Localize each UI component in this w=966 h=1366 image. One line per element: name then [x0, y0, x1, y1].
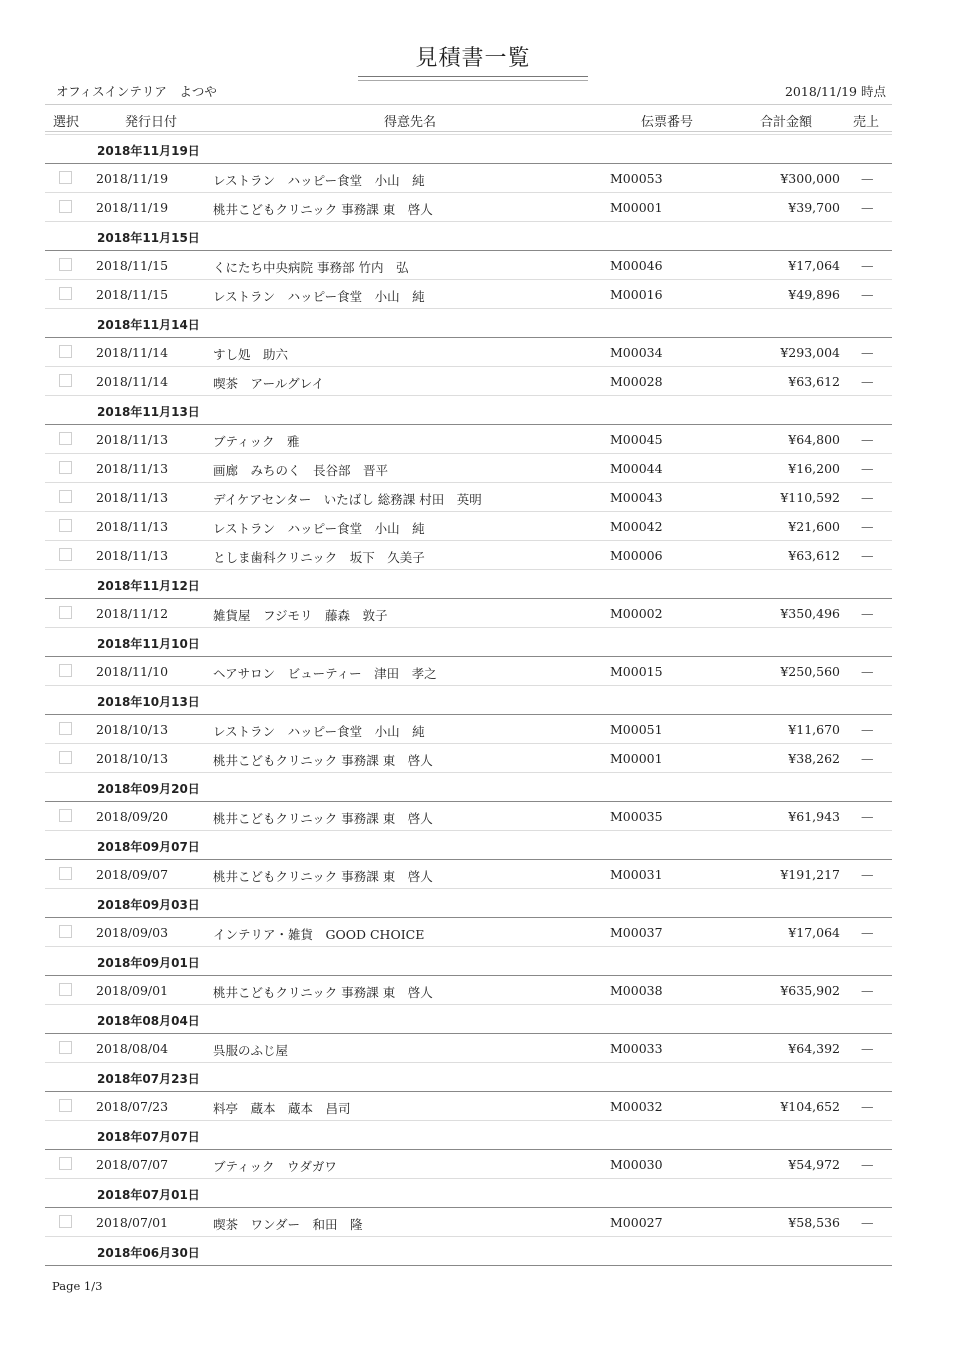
- row-issue-date: 2018/11/13: [96, 490, 169, 505]
- row-customer-name: 桃井こどもクリニック 事務課 東 啓人: [213, 811, 433, 826]
- date-group-header: [45, 773, 892, 802]
- row-issue-date: 2018/09/03: [96, 925, 169, 940]
- row-sold-status: —: [861, 1215, 874, 1230]
- row-select-checkbox[interactable]: [59, 1041, 72, 1054]
- date-group-label: 2018年07月01日: [97, 1188, 200, 1202]
- row-customer-name: 桃井こどもクリニック 事務課 東 啓人: [213, 202, 433, 217]
- row-slip-number: M00044: [610, 461, 663, 476]
- row-select-checkbox[interactable]: [59, 809, 72, 822]
- row-select-checkbox[interactable]: [59, 200, 72, 213]
- row-total-amount: ¥104,652: [780, 1099, 840, 1114]
- row-sold-status: —: [861, 490, 874, 505]
- row-slip-number: M00001: [610, 751, 663, 766]
- row-issue-date: 2018/11/19: [96, 171, 169, 186]
- row-select-checkbox[interactable]: [59, 1099, 72, 1112]
- table-row[interactable]: [45, 1150, 892, 1179]
- row-total-amount: ¥49,896: [788, 287, 840, 302]
- row-sold-status: —: [861, 432, 874, 447]
- row-sold-status: —: [861, 461, 874, 476]
- row-total-amount: ¥39,700: [788, 200, 840, 215]
- row-slip-number: M00034: [610, 345, 663, 360]
- row-sold-status: —: [861, 867, 874, 882]
- row-total-amount: ¥350,496: [780, 606, 840, 621]
- row-total-amount: ¥635,902: [780, 983, 840, 998]
- row-total-amount: ¥21,600: [788, 519, 840, 534]
- row-issue-date: 2018/07/01: [96, 1215, 169, 1230]
- row-total-amount: ¥11,670: [788, 722, 840, 737]
- table-row[interactable]: [45, 454, 892, 483]
- header-sold: 売上: [853, 115, 880, 130]
- row-slip-number: M00051: [610, 722, 663, 737]
- row-issue-date: 2018/11/15: [96, 258, 169, 273]
- row-total-amount: ¥16,200: [788, 461, 840, 476]
- row-select-checkbox[interactable]: [59, 867, 72, 880]
- row-customer-name: 桃井こどもクリニック 事務課 東 啓人: [213, 753, 433, 768]
- table-row[interactable]: [45, 1034, 892, 1063]
- row-customer-name: 桃井こどもクリニック 事務課 東 啓人: [213, 869, 433, 884]
- header-total: 合計金額: [760, 115, 813, 130]
- date-group-header: [45, 1005, 892, 1034]
- row-customer-name: すし処 助六: [213, 347, 289, 362]
- date-group-label: 2018年11月14日: [97, 318, 200, 332]
- row-total-amount: ¥38,262: [788, 751, 840, 766]
- date-group-label: 2018年09月01日: [97, 956, 200, 970]
- row-total-amount: ¥17,064: [788, 925, 840, 940]
- table-row[interactable]: [45, 802, 892, 831]
- row-select-checkbox[interactable]: [59, 983, 72, 996]
- row-sold-status: —: [861, 374, 874, 389]
- row-issue-date: 2018/11/14: [96, 374, 169, 389]
- row-total-amount: ¥54,972: [788, 1157, 840, 1172]
- row-select-checkbox[interactable]: [59, 374, 72, 387]
- date-group-label: 2018年11月10日: [97, 637, 200, 651]
- row-slip-number: M00043: [610, 490, 663, 505]
- row-total-amount: ¥63,612: [788, 548, 840, 563]
- row-issue-date: 2018/11/13: [96, 519, 169, 534]
- row-customer-name: 雑貨屋 フジモリ 藤森 敦子: [213, 608, 388, 623]
- page-number: Page 1/3: [52, 1279, 103, 1293]
- date-group-label: 2018年07月23日: [97, 1072, 200, 1086]
- date-group-header: [45, 831, 892, 860]
- row-customer-name: 呉服のふじ屋: [213, 1043, 289, 1058]
- row-sold-status: —: [861, 287, 874, 302]
- date-group-label: 2018年11月12日: [97, 579, 200, 593]
- row-sold-status: —: [861, 1157, 874, 1172]
- row-customer-name: ヘアサロン ビューティー 津田 孝之: [213, 666, 437, 681]
- row-issue-date: 2018/07/07: [96, 1157, 169, 1172]
- date-group-label: 2018年09月07日: [97, 840, 200, 854]
- row-sold-status: —: [861, 809, 874, 824]
- row-sold-status: —: [861, 519, 874, 534]
- row-issue-date: 2018/11/14: [96, 345, 169, 360]
- row-total-amount: ¥17,064: [788, 258, 840, 273]
- date-group-header: [45, 222, 892, 251]
- row-sold-status: —: [861, 171, 874, 186]
- header-issue-date: 発行日付: [125, 115, 178, 130]
- row-select-checkbox[interactable]: [59, 751, 72, 764]
- row-customer-name: 喫茶 アールグレイ: [213, 376, 325, 391]
- row-sold-status: —: [861, 345, 874, 360]
- date-group-header: [45, 1179, 892, 1208]
- row-customer-name: 画廊 みちのく 長谷部 晋平: [213, 463, 389, 478]
- row-total-amount: ¥250,560: [780, 664, 840, 679]
- title-underline: [358, 76, 588, 77]
- date-group-header: [45, 1237, 892, 1266]
- estimate-table: [45, 104, 892, 1266]
- row-slip-number: M00015: [610, 664, 663, 679]
- row-total-amount: ¥293,004: [780, 345, 840, 360]
- date-group-label: 2018年09月03日: [97, 898, 200, 912]
- row-total-amount: ¥300,000: [780, 171, 840, 186]
- row-issue-date: 2018/11/12: [96, 606, 169, 621]
- table-row[interactable]: [45, 657, 892, 686]
- table-row[interactable]: [45, 715, 892, 744]
- table-row[interactable]: [45, 367, 892, 396]
- row-issue-date: 2018/09/20: [96, 809, 169, 824]
- row-customer-name: デイケアセンター いたばし 総務課 村田 英明: [213, 492, 482, 507]
- row-sold-status: —: [861, 925, 874, 940]
- table-row[interactable]: [45, 918, 892, 947]
- row-slip-number: M00016: [610, 287, 663, 302]
- row-issue-date: 2018/09/07: [96, 867, 169, 882]
- page-title-block: [358, 44, 588, 81]
- row-slip-number: M00042: [610, 519, 663, 534]
- date-group-label: 2018年11月19日: [97, 144, 200, 158]
- date-group-header: [45, 396, 892, 425]
- row-slip-number: M00037: [610, 925, 663, 940]
- date-group-label: 2018年06月30日: [97, 1246, 200, 1260]
- table-row[interactable]: [45, 338, 892, 367]
- row-total-amount: ¥61,943: [788, 809, 840, 824]
- row-customer-name: インテリア・雑貨 GOOD CHOICE: [213, 927, 425, 942]
- table-row[interactable]: [45, 976, 892, 1005]
- date-group-header: [45, 1121, 892, 1150]
- table-row[interactable]: [45, 280, 892, 309]
- row-issue-date: 2018/10/13: [96, 751, 169, 766]
- table-row[interactable]: [45, 193, 892, 222]
- table-row[interactable]: [45, 164, 892, 193]
- row-select-checkbox[interactable]: [59, 519, 72, 532]
- row-issue-date: 2018/11/15: [96, 287, 169, 302]
- row-slip-number: M00046: [610, 258, 663, 273]
- row-issue-date: 2018/11/10: [96, 664, 169, 679]
- row-issue-date: 2018/09/01: [96, 983, 169, 998]
- row-sold-status: —: [861, 606, 874, 621]
- row-customer-name: レストラン ハッピー食堂 小山 純: [213, 521, 425, 536]
- row-issue-date: 2018/08/04: [96, 1041, 169, 1056]
- row-slip-number: M00035: [610, 809, 663, 824]
- row-customer-name: レストラン ハッピー食堂 小山 純: [213, 724, 425, 739]
- date-group-header: [45, 135, 892, 164]
- date-group-label: 2018年10月13日: [97, 695, 200, 709]
- row-sold-status: —: [861, 1099, 874, 1114]
- table-row[interactable]: [45, 1208, 892, 1237]
- date-group-header: [45, 947, 892, 976]
- row-total-amount: ¥64,800: [788, 432, 840, 447]
- row-sold-status: —: [861, 258, 874, 273]
- row-customer-name: ブティック 雅: [213, 434, 300, 449]
- row-issue-date: 2018/11/19: [96, 200, 169, 215]
- row-select-checkbox[interactable]: [59, 287, 72, 300]
- row-total-amount: ¥63,612: [788, 374, 840, 389]
- row-issue-date: 2018/10/13: [96, 722, 169, 737]
- row-slip-number: M00028: [610, 374, 663, 389]
- row-select-checkbox[interactable]: [59, 432, 72, 445]
- table-row[interactable]: [45, 541, 892, 570]
- row-total-amount: ¥110,592: [780, 490, 840, 505]
- table-body: [45, 135, 892, 1266]
- row-select-checkbox[interactable]: [59, 461, 72, 474]
- row-slip-number: M00038: [610, 983, 663, 998]
- row-slip-number: M00027: [610, 1215, 663, 1230]
- row-customer-name: 喫茶 ワンダー 和田 隆: [213, 1217, 363, 1232]
- date-group-label: 2018年09月20日: [97, 782, 200, 796]
- header-select: 選択: [53, 115, 80, 130]
- date-group-header: [45, 628, 892, 657]
- row-select-checkbox[interactable]: [59, 722, 72, 735]
- header-slip-no: 伝票番号: [641, 115, 694, 130]
- row-customer-name: としま歯科クリニック 坂下 久美子: [213, 550, 425, 565]
- row-total-amount: ¥191,217: [780, 867, 840, 882]
- row-customer-name: ブティック ウダガワ: [213, 1159, 337, 1174]
- table-row[interactable]: [45, 483, 892, 512]
- row-sold-status: —: [861, 664, 874, 679]
- date-group-header: [45, 309, 892, 338]
- row-select-checkbox[interactable]: [59, 664, 72, 677]
- row-slip-number: M00045: [610, 432, 663, 447]
- row-sold-status: —: [861, 200, 874, 215]
- row-slip-number: M00033: [610, 1041, 663, 1056]
- date-group-label: 2018年11月15日: [97, 231, 200, 245]
- row-customer-name: 料亭 蔵本 蔵本 昌司: [213, 1101, 351, 1116]
- row-issue-date: 2018/11/13: [96, 548, 169, 563]
- date-group-header: [45, 1063, 892, 1092]
- row-sold-status: —: [861, 983, 874, 998]
- as-of-date: 2018/11/19 時点: [740, 82, 886, 105]
- row-sold-status: —: [861, 722, 874, 737]
- row-customer-name: 桃井こどもクリニック 事務課 東 啓人: [213, 985, 433, 1000]
- row-customer-name: レストラン ハッピー食堂 小山 純: [213, 289, 425, 304]
- row-sold-status: —: [861, 751, 874, 766]
- company-name: オフィスインテリア よつや: [56, 82, 290, 105]
- row-slip-number: M00053: [610, 171, 663, 186]
- row-slip-number: M00001: [610, 200, 663, 215]
- row-total-amount: ¥58,536: [788, 1215, 840, 1230]
- date-group-header: [45, 686, 892, 715]
- row-issue-date: 2018/11/13: [96, 461, 169, 476]
- date-group-label: 2018年11月13日: [97, 405, 200, 419]
- row-issue-date: 2018/11/13: [96, 432, 169, 447]
- row-slip-number: M00006: [610, 548, 663, 563]
- date-group-label: 2018年07月07日: [97, 1130, 200, 1144]
- row-select-checkbox[interactable]: [59, 258, 72, 271]
- table-header: [45, 104, 892, 132]
- row-slip-number: M00002: [610, 606, 663, 621]
- table-row[interactable]: [45, 251, 892, 280]
- table-row[interactable]: [45, 1092, 892, 1121]
- table-row[interactable]: [45, 860, 892, 889]
- row-select-checkbox[interactable]: [59, 1157, 72, 1170]
- row-select-checkbox[interactable]: [59, 925, 72, 938]
- table-row[interactable]: [45, 425, 892, 454]
- row-select-checkbox[interactable]: [59, 548, 72, 561]
- row-issue-date: 2018/07/23: [96, 1099, 169, 1114]
- table-row[interactable]: [45, 599, 892, 628]
- row-sold-status: —: [861, 1041, 874, 1056]
- row-sold-status: —: [861, 548, 874, 563]
- row-slip-number: M00032: [610, 1099, 663, 1114]
- title-underline-double: [358, 80, 588, 81]
- row-select-checkbox[interactable]: [59, 171, 72, 184]
- table-row[interactable]: [45, 512, 892, 541]
- row-customer-name: くにたち中央病院 事務部 竹内 弘: [213, 260, 409, 275]
- page-title: 見積書一覧: [415, 46, 531, 71]
- row-select-checkbox[interactable]: [59, 606, 72, 619]
- row-select-checkbox[interactable]: [59, 1215, 72, 1228]
- row-select-checkbox[interactable]: [59, 490, 72, 503]
- row-slip-number: M00031: [610, 867, 663, 882]
- row-slip-number: M00030: [610, 1157, 663, 1172]
- date-group-label: 2018年08月04日: [97, 1014, 200, 1028]
- date-group-header: [45, 570, 892, 599]
- table-row[interactable]: [45, 744, 892, 773]
- row-total-amount: ¥64,392: [788, 1041, 840, 1056]
- date-group-header: [45, 889, 892, 918]
- row-customer-name: レストラン ハッピー食堂 小山 純: [213, 173, 425, 188]
- header-customer: 得意先名: [384, 115, 437, 130]
- row-select-checkbox[interactable]: [59, 345, 72, 358]
